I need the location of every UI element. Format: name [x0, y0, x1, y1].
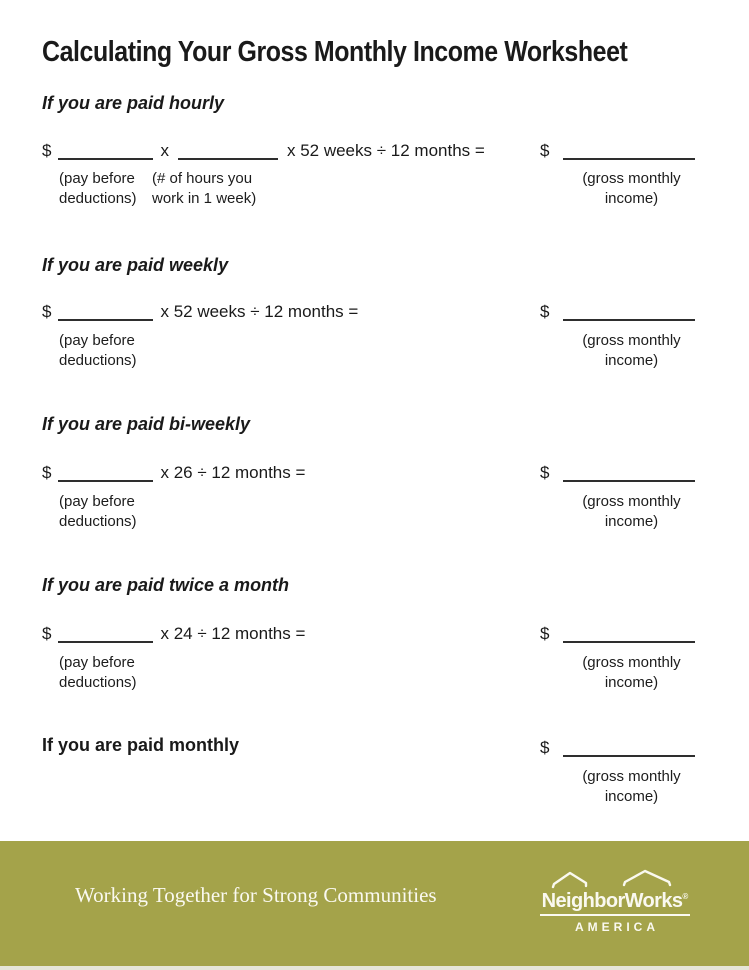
fill-in-blank-result: [563, 461, 695, 482]
dollar-sign: $: [540, 141, 550, 160]
dollar-sign: $: [540, 302, 550, 321]
dollar-sign: $: [42, 141, 52, 160]
formula-tail: x 52 weeks ÷ 12 months =: [160, 302, 359, 321]
formula-tail: x 52 weeks ÷ 12 months =: [286, 141, 485, 160]
section-heading-hourly: If you are paid hourly: [42, 93, 225, 113]
fill-in-blank-pay: [58, 139, 153, 160]
bottom-edge-strip: [0, 966, 749, 970]
formula-row-twice-a-month: [42, 622, 305, 644]
answer-row-biweekly: [540, 461, 695, 483]
label-gross-monthly: (gross monthly income): [582, 768, 681, 805]
logo-subtitle: AMERICA: [575, 920, 659, 934]
label-pay-before: (pay before deductions): [59, 493, 137, 530]
section-heading-twice-a-month: If you are paid twice a month: [42, 575, 290, 595]
fill-in-blank-hours: [178, 139, 278, 160]
dollar-sign: $: [42, 463, 52, 482]
label-gross-monthly: (gross monthly income): [582, 654, 681, 691]
footer-tagline: Working Together for Strong Communities: [75, 883, 437, 907]
dollar-sign: $: [42, 302, 52, 321]
dollar-sign: $: [540, 624, 550, 643]
label-pay-before: (pay before deductions): [59, 332, 137, 369]
dollar-sign: $: [42, 624, 52, 643]
fill-in-blank-pay: [58, 461, 153, 482]
fill-in-blank-result: [563, 736, 695, 757]
logo-wordmark: NeighborWorks®: [541, 890, 689, 912]
label-pay-before: (pay before deductions): [59, 170, 137, 207]
formula-row-biweekly: [42, 461, 305, 483]
formula-tail: x 26 ÷ 12 months =: [160, 463, 306, 482]
answer-row-hourly: [540, 139, 695, 161]
label-hours: (# of hours you work in 1 week): [152, 170, 257, 207]
label-gross-monthly: (gross monthly income): [582, 332, 681, 369]
dollar-sign: $: [540, 463, 550, 482]
fill-in-blank-result: [563, 300, 695, 321]
label-pay-before: (pay before deductions): [59, 654, 137, 691]
page-title: Calculating Your Gross Monthly Income Worksheet: [42, 36, 628, 68]
answer-row-monthly: [540, 736, 695, 758]
section-heading-biweekly: If you are paid bi-weekly: [42, 414, 251, 434]
fill-in-blank-pay: [58, 300, 153, 321]
dollar-sign: $: [540, 738, 550, 757]
formula-row-weekly: [42, 300, 358, 322]
multiply-operator: x: [160, 141, 169, 160]
answer-row-twice-a-month: [540, 622, 695, 644]
label-gross-monthly: (gross monthly income): [582, 170, 681, 207]
registered-trademark-icon: ®: [682, 892, 689, 901]
fill-in-blank-result: [563, 139, 695, 160]
formula-tail: x 24 ÷ 12 months =: [160, 624, 306, 643]
label-gross-monthly: (gross monthly income): [582, 493, 681, 530]
answer-row-weekly: [540, 300, 695, 322]
footer-band: [0, 841, 749, 966]
section-heading-monthly: If you are paid monthly: [42, 735, 240, 755]
section-heading-weekly: If you are paid weekly: [42, 255, 229, 275]
neighborworks-logo: [540, 869, 690, 934]
fill-in-blank-result: [563, 622, 695, 643]
fill-in-blank-pay: [58, 622, 153, 643]
formula-row-hourly: [42, 139, 485, 161]
logo-divider: [540, 914, 690, 916]
